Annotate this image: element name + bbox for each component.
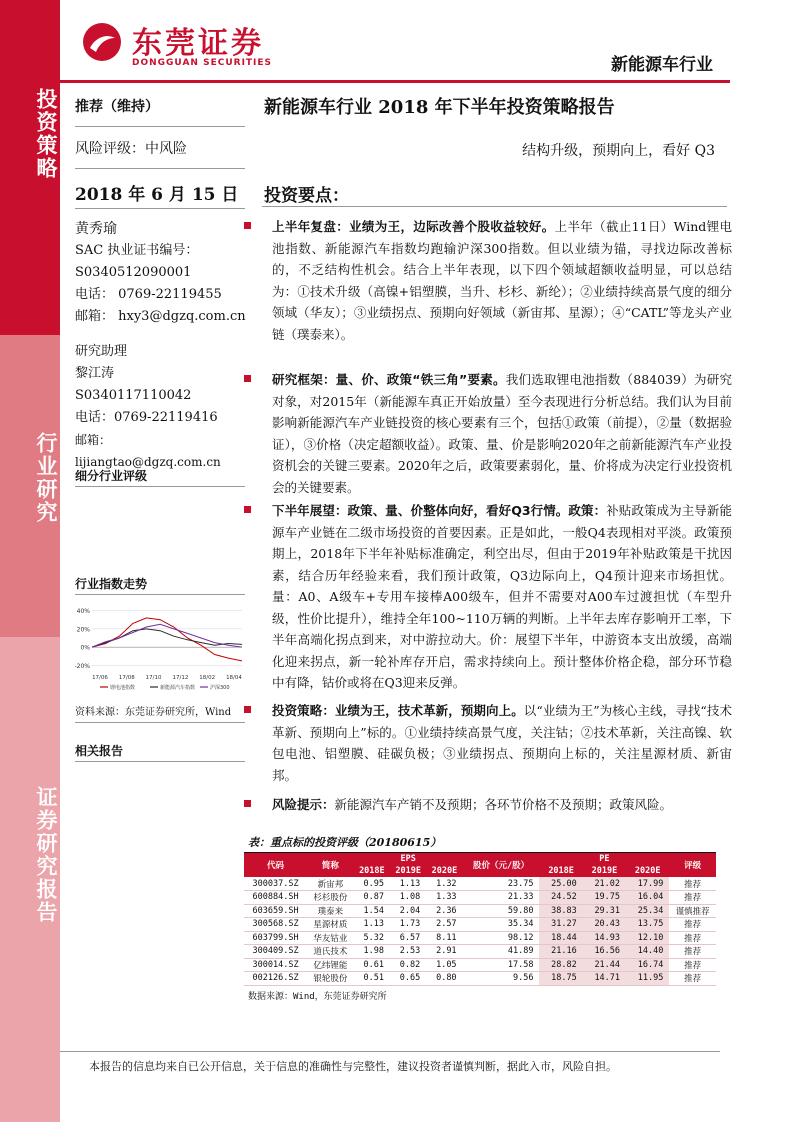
divider xyxy=(75,722,245,723)
table-cell: 603659.SH xyxy=(244,904,307,918)
risk-rating: 风险评级：中风险 xyxy=(75,141,187,157)
table-cell: 24.52 xyxy=(539,891,582,905)
table-cell: 推荐 xyxy=(669,877,716,891)
table-cell: 0.51 xyxy=(354,972,390,986)
chart-x-tick-label: 17/12 xyxy=(172,675,189,681)
table-cell: 1.73 xyxy=(390,918,426,932)
table-cell: 300014.SZ xyxy=(244,958,307,972)
table-cell: 1.13 xyxy=(354,918,390,932)
col-pe-2019: 2019E xyxy=(583,865,626,877)
table-cell: 21.02 xyxy=(583,877,626,891)
col-eps-2019: 2019E xyxy=(390,865,426,877)
col-rating: 评级 xyxy=(669,853,716,877)
table-title: 表：重点标的投资评级（20180615） xyxy=(244,832,716,853)
table-cell: 推荐 xyxy=(669,918,716,932)
col-eps-2018: 2018E xyxy=(354,865,390,877)
analyst-primary xyxy=(75,218,250,328)
table-cell: 0.61 xyxy=(354,958,390,972)
bullet-strategy xyxy=(252,700,732,786)
table-cell: 21.33 xyxy=(463,891,540,905)
bullet-lead: 风险提示： xyxy=(272,797,335,812)
table-cell: 25.00 xyxy=(539,877,582,891)
table-cell: 推荐 xyxy=(669,945,716,959)
divider xyxy=(75,486,245,487)
chart-y-tick-label: -20% xyxy=(74,662,90,670)
table-row xyxy=(244,918,716,932)
table-cell: 19.75 xyxy=(583,891,626,905)
chart-x-tick-label: 18/02 xyxy=(199,675,216,681)
table-cell: 推荐 xyxy=(669,931,716,945)
table-cell: 29.31 xyxy=(583,904,626,918)
bullet-lead: 上半年复盘：业绩为王，边际改善个股收益较好。 xyxy=(272,219,555,234)
header-divider xyxy=(60,80,730,83)
logo-mark-icon xyxy=(82,22,122,62)
table-cell: 杉杉股份 xyxy=(307,891,354,905)
table-cell: 300409.SZ xyxy=(244,945,307,959)
chart-series-line xyxy=(92,624,242,647)
table-cell: 2.53 xyxy=(390,945,426,959)
table-cell: 新宙邦 xyxy=(307,877,354,891)
table-cell: 11.95 xyxy=(626,972,669,986)
table-cell: 18.75 xyxy=(539,972,582,986)
section-index-trend: 行业指数走势 xyxy=(75,577,148,591)
table-cell: 推荐 xyxy=(669,958,716,972)
col-pe-2018: 2018E xyxy=(539,865,582,877)
bullet-text: 新能源汽车产销不及预期；各环节价格不及预期；政策风险。 xyxy=(334,797,673,812)
table-cell: 300568.SZ xyxy=(244,918,307,932)
table-cell: 0.65 xyxy=(390,972,426,986)
chart-y-tick-label: 40% xyxy=(76,608,90,616)
divider xyxy=(75,594,245,595)
footer-divider xyxy=(60,1051,720,1052)
disclaimer: 本报告的信息均来自已公开信息，关于信息的准确性与完整性，建议投资者谨慎判断，据此入市，风险自担。 xyxy=(89,1060,617,1073)
bullet-marker xyxy=(244,506,251,513)
table-row xyxy=(244,891,716,905)
brand-name: 东莞证券 xyxy=(132,26,264,61)
chart-legend-label: 沪深300 xyxy=(210,685,230,691)
chart-y-tick-label: 0% xyxy=(80,644,90,652)
table-cell: 17.58 xyxy=(463,958,540,972)
table-cell: 璞泰来 xyxy=(307,904,354,918)
table-cell: 6.57 xyxy=(390,931,426,945)
table-cell: 0.87 xyxy=(354,891,390,905)
table-cell: 5.32 xyxy=(354,931,390,945)
table-cell: 0.95 xyxy=(354,877,390,891)
chart-y-tick-label: 20% xyxy=(76,626,90,634)
table-cell: 38.83 xyxy=(539,904,582,918)
chart-series-line xyxy=(92,629,242,647)
table-cell: 12.10 xyxy=(626,931,669,945)
chart-source: 资料来源：东莞证券研究所，Wind xyxy=(75,707,232,718)
bullet-text: 上半年（截止11日）Wind锂电池指数、新能源汽车指数均跑输沪深300指数。但以业绩为锚，寻找边际改善标的，不乏结构性机会。结合上半年表现，以下四个领域超额收益明显，可以总结为：①技术升级（高镍+铝塑膜，当升、杉杉、新纶）；②业绩持续高景气度的细分领域（华友）；③业绩拐点、预期向好领域（新宙邦、星源）；④“CATL”等龙头产业链（璞泰来）。 xyxy=(272,219,732,342)
bullet-marker xyxy=(244,222,251,229)
table-cell: 1.13 xyxy=(390,877,426,891)
table-cell: 推荐 xyxy=(669,891,716,905)
table-cell: 16.56 xyxy=(583,945,626,959)
stock-table xyxy=(244,853,716,986)
assistant-name: 黎江涛 xyxy=(75,366,115,381)
bullet-lead: 研究框架：量、价、政策“铁三角”要素。 xyxy=(272,372,506,387)
rating: 推荐（维持） xyxy=(75,99,159,115)
assistant-email[interactable]: 邮箱：lijiangtao@dgzq.com.cn xyxy=(75,433,221,469)
analyst-phone: 电话： 0769-22119455 xyxy=(75,287,222,302)
sidebar-label-industry: 行业研究 xyxy=(34,432,58,524)
chart-legend-label: 新能源汽车指数 xyxy=(160,685,196,691)
table-source: 数据来源：Wind，东莞证券研究所 xyxy=(248,991,387,1002)
divider xyxy=(262,206,727,207)
chart-x-tick-label: 17/08 xyxy=(118,675,135,681)
analyst-cert-label: SAC 执业证书编号： xyxy=(75,243,199,258)
table-cell: 星源材质 xyxy=(307,918,354,932)
bullet-text: 以“业绩为王”为核心主线，寻找“技术革新、预期向上”标的。①业绩持续高景气度，关注钴；②技术革新，关注高镍、软包电池、铝塑膜、硅碳负极；③业绩拐点、预期向上标的，关注星源材质、新宙邦。 xyxy=(272,703,732,783)
col-code: 代码 xyxy=(244,853,307,877)
bullet-marker xyxy=(244,706,251,713)
section-sub-industry-rating: 细分行业评级 xyxy=(75,469,148,483)
table-cell: 2.57 xyxy=(426,918,462,932)
table-cell: 41.89 xyxy=(463,945,540,959)
table-cell: 23.75 xyxy=(463,877,540,891)
chart-x-tick-label: 17/06 xyxy=(92,675,108,681)
table-cell: 1.33 xyxy=(426,891,462,905)
table-cell: 16.74 xyxy=(626,958,669,972)
industry-tag: 新能源车行业 xyxy=(611,55,713,75)
analyst-assistant xyxy=(75,341,250,473)
table-cell: 推荐 xyxy=(669,972,716,986)
bullet-review xyxy=(252,216,732,345)
table-cell: 14.93 xyxy=(583,931,626,945)
table-cell: 14.40 xyxy=(626,945,669,959)
bullet-outlook xyxy=(252,500,732,694)
divider xyxy=(75,761,245,762)
left-sidebar xyxy=(0,0,60,1122)
chart-legend-label: 锂电池指数 xyxy=(110,685,136,691)
analyst-name: 黄秀瑜 xyxy=(75,221,117,237)
table-cell: 98.12 xyxy=(463,931,540,945)
table-row xyxy=(244,958,716,972)
bullet-lead: 投资策略：业绩为王，技术革新，预期向上。 xyxy=(272,703,524,718)
table-cell: 300037.SZ xyxy=(244,877,307,891)
index-trend-chart xyxy=(70,600,250,692)
table-cell: 0.80 xyxy=(426,972,462,986)
table-cell: 21.16 xyxy=(539,945,582,959)
key-points-heading: 投资要点： xyxy=(264,186,349,206)
table-cell: 1.32 xyxy=(426,877,462,891)
table-cell: 28.82 xyxy=(539,958,582,972)
table-cell: 21.44 xyxy=(583,958,626,972)
table-row xyxy=(244,945,716,959)
table-cell: 2.91 xyxy=(426,945,462,959)
table-cell: 35.34 xyxy=(463,918,540,932)
divider xyxy=(75,208,245,209)
table-cell: 17.99 xyxy=(626,877,669,891)
col-eps: EPS xyxy=(354,853,463,865)
table-row xyxy=(244,931,716,945)
company-logo xyxy=(82,18,322,72)
table-cell: 谨慎推荐 xyxy=(669,904,716,918)
table-cell: 1.05 xyxy=(426,958,462,972)
table-cell: 002126.SZ xyxy=(244,972,307,986)
table-cell: 1.98 xyxy=(354,945,390,959)
report-date: 2018 年 6 月 15 日 xyxy=(75,185,239,205)
bullet-text: 补贴政策成为主导新能源车产业链在二级市场投资的首要因素。正是如此，一般Q4表现相对平淡。政策预期上，2018年下半年补贴标准确定，利空出尽，但由于2019年补贴政策是干扰因素，结合历年经验来看，我们预计政策，Q3边际向上，Q4预计迎来市场担忧。量：A0、A级车+专用车接棒A00级车，但并不需要对A00车过渡担忧（车型升级，性价比提升），维持全年100~110万辆的判断。上半年去库存影响开工率，下半年高端化拐点到来，对中游拉动大。价：展望下半年，中游资本支出放缓，高端化迎来拐点，新一轮补库存开启，需求持续向上。预计整体价格企稳，部分环节稳中有降，钴价或将在Q3迎来反弹。 xyxy=(272,503,732,690)
divider xyxy=(75,126,245,127)
table-cell: 20.43 xyxy=(583,918,626,932)
col-eps-2020: 2020E xyxy=(426,865,462,877)
table-cell: 银轮股份 xyxy=(307,972,354,986)
assistant-cert-no: S0340117110042 xyxy=(75,388,192,403)
brand-name-en: DONGGUAN SECURITIES xyxy=(132,58,273,68)
col-price: 股价（元/股） xyxy=(463,853,540,877)
table-cell: 18.44 xyxy=(539,931,582,945)
table-cell: 13.75 xyxy=(626,918,669,932)
table-cell: 华友钴业 xyxy=(307,931,354,945)
bullet-marker xyxy=(244,375,251,382)
table-cell: 31.27 xyxy=(539,918,582,932)
table-cell: 603799.SH xyxy=(244,931,307,945)
table-cell: 25.34 xyxy=(626,904,669,918)
analyst-cert-no: S0340512090001 xyxy=(75,265,192,280)
report-title: 新能源车行业 2018 年下半年投资策略报告 xyxy=(264,97,615,118)
table-cell: 亿纬锂能 xyxy=(307,958,354,972)
chart-x-tick-label: 18/04 xyxy=(226,675,242,681)
table-cell: 600884.SH xyxy=(244,891,307,905)
report-subtitle: 结构升级，预期向上，看好 Q3 xyxy=(522,143,715,159)
table-row xyxy=(244,904,716,918)
table-cell: 16.04 xyxy=(626,891,669,905)
table-cell: 1.08 xyxy=(390,891,426,905)
divider xyxy=(75,168,245,169)
section-related-reports: 相关报告 xyxy=(75,744,124,758)
table-cell: 道氏技术 xyxy=(307,945,354,959)
bullet-lead: 下半年展望：政策、量、价整体向好，看好Q3行情。政策： xyxy=(272,503,607,518)
sidebar-label-strategy: 投资策略 xyxy=(34,88,58,180)
table-cell: 1.54 xyxy=(354,904,390,918)
table-cell: 9.56 xyxy=(463,972,540,986)
col-pe-2020: 2020E xyxy=(626,865,669,877)
chart-x-tick-label: 17/10 xyxy=(145,675,162,681)
bullet-framework xyxy=(252,369,732,498)
table-row xyxy=(244,972,716,986)
assistant-title: 研究助理 xyxy=(75,344,128,359)
rating-table xyxy=(244,832,716,1002)
bullet-marker xyxy=(244,800,251,807)
sidebar-label-report: 证券研究报告 xyxy=(34,786,58,924)
table-cell: 2.04 xyxy=(390,904,426,918)
bullet-text: 我们选取锂电池指数（884039）为研究对象，对2015年（新能源车真正开始放量）至今表现进行分析总结。我们认为目前影响新能源汽车产业链投资的核心要素有三个，包括①政策（前提），②量（数据验证），③价格（决定超额收益）。政策、量、价是影响2020年之前新能源汽车产业投资机会的关键三要素。2020年之后，政策要素弱化，量、价将成为决定行业投资机会的关键要素。 xyxy=(272,372,733,495)
col-name: 简称 xyxy=(307,853,354,877)
assistant-phone: 电话：0769-22119416 xyxy=(75,410,218,425)
table-row xyxy=(244,877,716,891)
analyst-email[interactable]: 邮箱： hxy3@dgzq.com.cn xyxy=(75,309,246,324)
table-cell: 14.71 xyxy=(583,972,626,986)
table-cell: 59.80 xyxy=(463,904,540,918)
bullet-risk xyxy=(252,794,732,816)
table-cell: 8.11 xyxy=(426,931,462,945)
table-cell: 0.82 xyxy=(390,958,426,972)
table-cell: 2.36 xyxy=(426,904,462,918)
col-pe: PE xyxy=(539,853,669,865)
